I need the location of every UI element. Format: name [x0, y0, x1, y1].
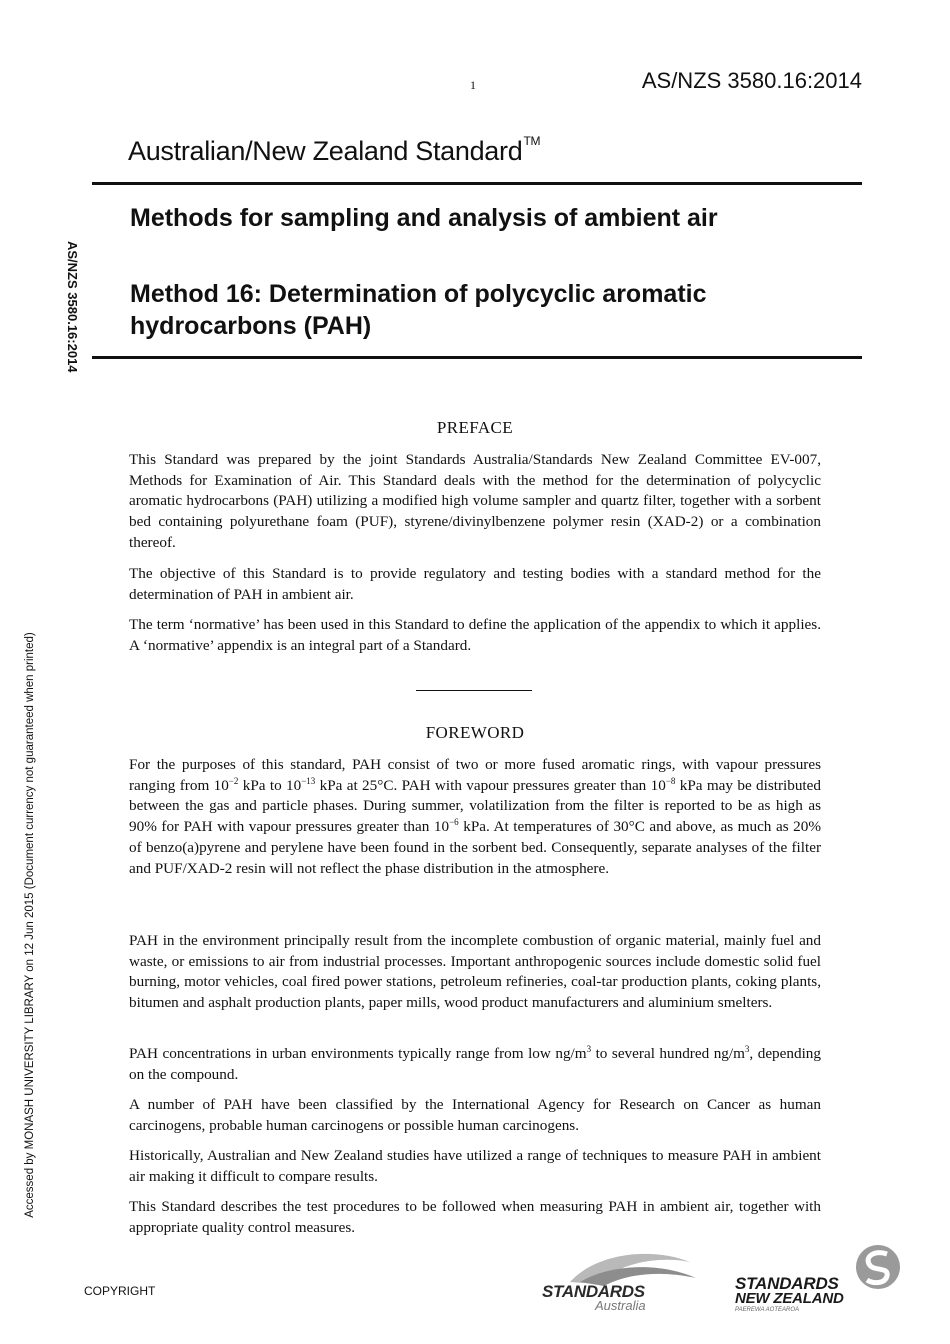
standard-code: AS/NZS 3580.16:2014 [641, 68, 862, 93]
foreword-p3-sup-1: 3 [586, 1043, 592, 1054]
preface-title: PREFACE [436, 418, 514, 437]
preface-paragraph-3: The term ‘normative’ has been used in this Standard to define the application of the appendix to which it applies. A ‘normative’ appendix is an integral part of a Standard. [129, 616, 821, 654]
side-standard-code: AS/NZS 3580.16:2014 [65, 241, 80, 373]
foreword-p3-text-a: PAH concentrations in urban environments typically range from low ng/m [129, 1045, 587, 1062]
foreword-paragraph-5: Historically, Australian and New Zealand studies have utilized a range of techniques to measure PAH in ambient air making it difficult to compare results. [129, 1147, 821, 1185]
heading-method-16: Method 16: Determination of polycyclic aromatic hydrocarbons (PAH) [130, 280, 707, 340]
foreword-paragraph-3 [129, 1044, 821, 1085]
foreword-paragraph-1 [129, 755, 821, 879]
foreword-p1-text-c: kPa at 25°C. PAH with vapour pressures greater than 10 [315, 776, 666, 794]
document-title-text: Australian/New Zealand Standard [128, 136, 523, 166]
standards-australia-wordmark: STANDARDS [542, 1282, 645, 1301]
preface-paragraph-2: The objective of this Standard is to provide regulatory and testing bodies with a standard method for the determination of PAH in ambient air. [129, 565, 821, 603]
foreword-p1-sup-4: −6 [449, 817, 459, 828]
standards-nz-subtitle: PAEREWA AOTEAROA [735, 1307, 800, 1313]
preface-paragraph-1: This Standard was prepared by the joint Standards Australia/Standards New Zealand Committee EV-007, Methods for Examination of Air. This Standard deals with the method for the determination of polycyclic aromatic hydrocarbons (PAH) utilizing a modified high volume sampler and quartz filter, together with a sorbent bed containing polyurethane foam (PUF), styrene/divinylbenzene polymer resin (XAD-2) or a combination thereof. [129, 451, 821, 551]
standards-australia-logo [540, 1248, 702, 1312]
standards-nz-wordmark-line1: STANDARDS [735, 1274, 839, 1293]
foreword-title: FOREWORD [425, 723, 525, 742]
foreword-p1-text-d: kPa may be distributed between the gas and particle phases. During summer, volatilization from the filter is reported to be as high as 90% for PAH with vapour pressures greater than 10 [129, 776, 821, 836]
page-number: 1 [470, 78, 476, 92]
bottom-rule [92, 356, 862, 359]
foreword-p1-sup-3: −8 [665, 775, 676, 786]
foreword-p1-text-a: For the purposes of this standard, PAH consist of two or more fused aromatic rings, with vapour pressures ranging from 10 [129, 756, 821, 794]
standards-australia-subtitle: Australia [595, 1298, 646, 1313]
section-divider [416, 690, 532, 691]
standards-new-zealand-logo [735, 1242, 905, 1316]
document-title [128, 136, 540, 167]
foreword-p3-text-c: , depending on the compound. [129, 1045, 821, 1083]
foreword-p1-text-e: kPa. At temperatures of 30°C and above, as much as 20% of benzo(a)pyrene and perylene have been found in the sorbent bed. Consequently, separate analyses of the filter and PUF/XAD-2 resin will not reflect the phase distribution in the atmosphere. [129, 818, 821, 877]
access-note: Accessed by MONASH UNIVERSITY LIBRARY on 12 Jun 2015 (Document currency not guaranteed when printed) [24, 632, 36, 1218]
standards-nz-wordmark-line2: NEW ZEALAND [735, 1290, 844, 1307]
top-rule [92, 182, 862, 185]
foreword-p1-sup-2: −13 [301, 775, 316, 786]
foreword-paragraph-4: A number of PAH have been classified by the International Agency for Research on Cancer as human carcinogens, probable human carcinogens or possible human carcinogens. [129, 1096, 821, 1134]
trademark-mark: TM [523, 134, 541, 148]
foreword-p1-sup-1: −2 [228, 775, 239, 786]
foreword-paragraph-6: This Standard describes the test procedures to be followed when measuring PAH in ambient air, together with appropriate quality control measures. [129, 1198, 821, 1236]
heading-methods: Methods for sampling and analysis of ambient air [130, 204, 718, 232]
copyright-label: COPYRIGHT [84, 1284, 156, 1298]
foreword-paragraph-2: PAH in the environment principally result from the incomplete combustion of organic material, mainly fuel and waste, or emissions to air from industrial processes. Important anthropogenic sources include domestic solid fuel burning, motor vehicles, coal fired power stations, petroleum refineries, coal-tar production plants, coking plants, bitumen and asphalt production plants, paper mills, wood product manufacturers and aluminium smelters. [129, 932, 821, 1012]
standards-nz-emblem-icon [853, 1242, 903, 1292]
foreword-p3-text-b: to several hundred ng/m [591, 1045, 745, 1062]
foreword-p3-sup-2: 3 [744, 1043, 750, 1054]
foreword-p1-text-b: kPa to 10 [238, 776, 302, 794]
